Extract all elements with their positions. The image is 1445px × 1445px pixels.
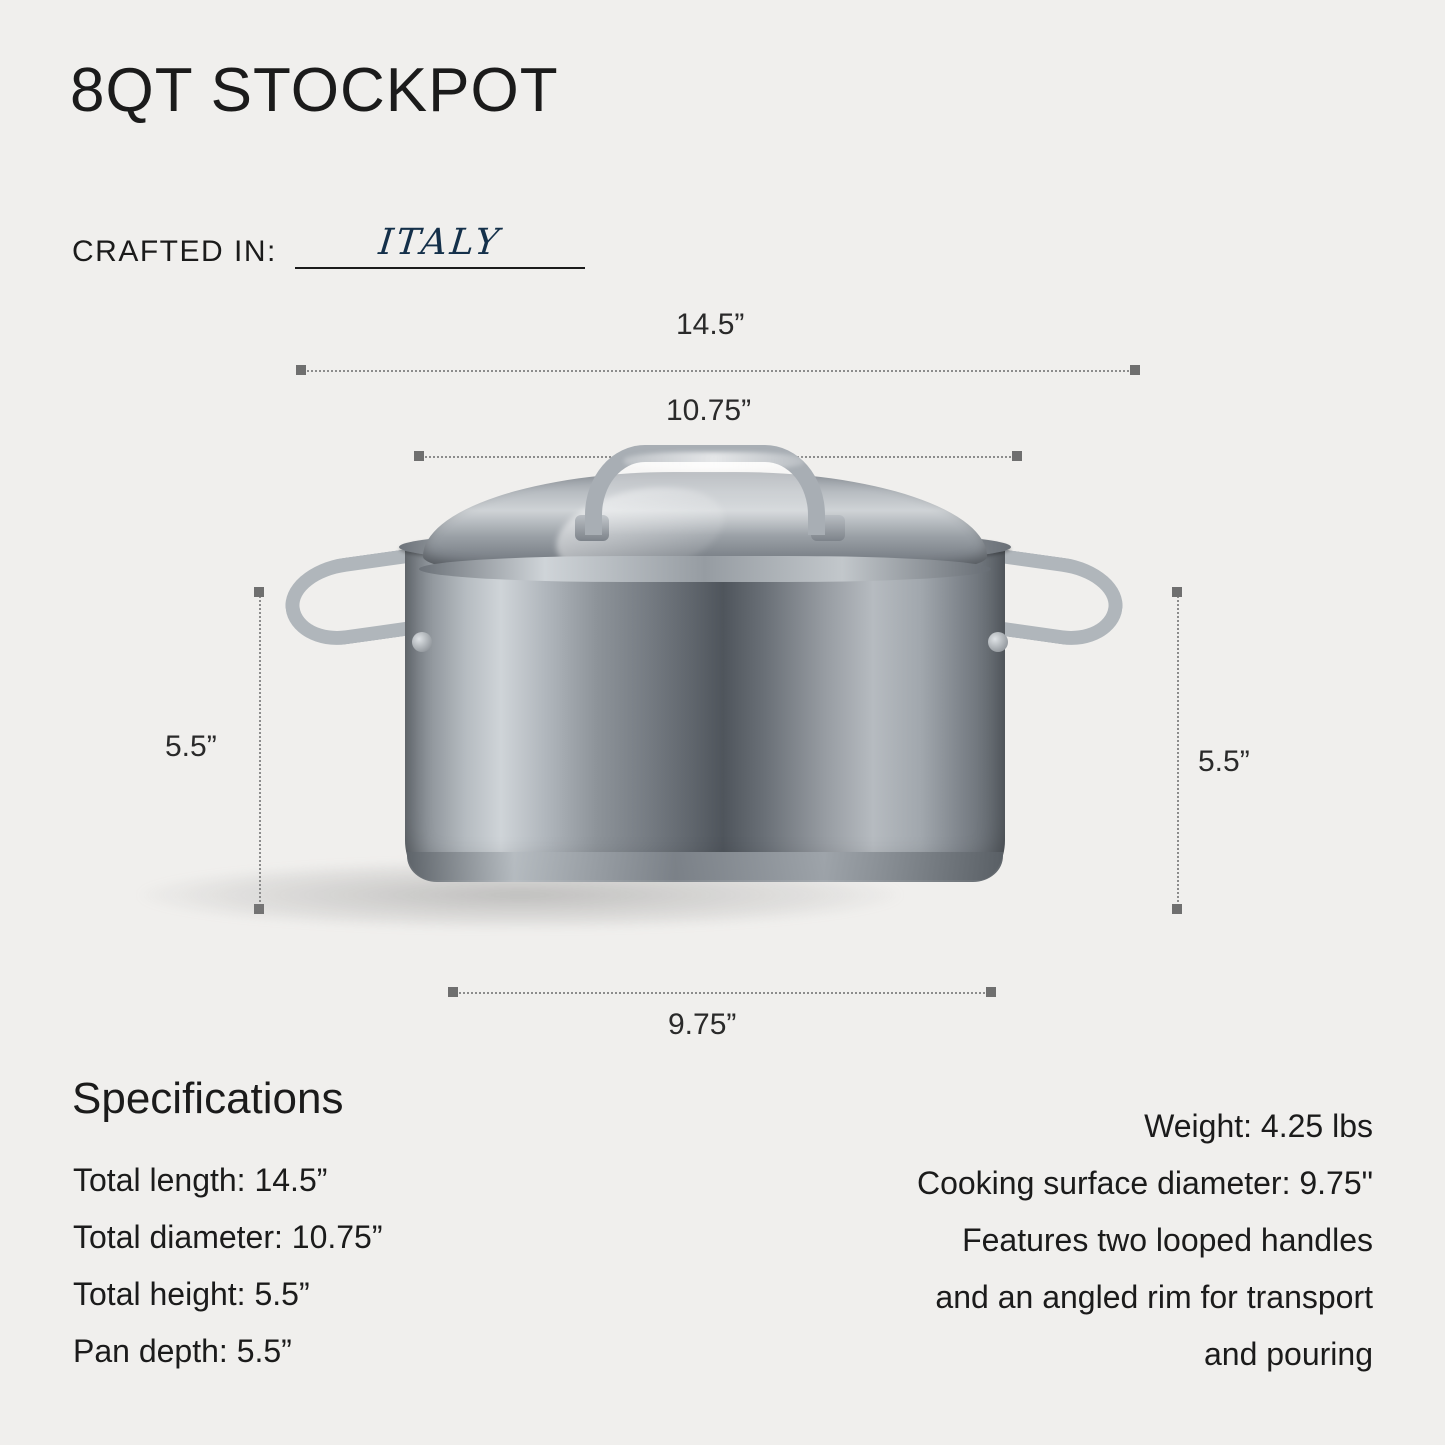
- spec-item: Total height: 5.5”: [73, 1276, 310, 1312]
- spec-item: Features two looped handles: [962, 1222, 1373, 1258]
- pot-rivet-right: [988, 632, 1008, 652]
- dimension-cap-right-total-length: [1130, 365, 1140, 375]
- lid-handle: [585, 445, 825, 535]
- dimension-diagram: [0, 290, 1445, 1050]
- dimension-label-height-left: 5.5”: [165, 730, 217, 763]
- lid-edge: [419, 556, 991, 582]
- pot-base: [407, 852, 1003, 882]
- specifications-heading: Specifications: [72, 1074, 344, 1123]
- spec-item: Weight: 4.25 lbs: [1144, 1108, 1373, 1144]
- crafted-in-value: ITALY: [376, 222, 504, 263]
- dimension-label-total-diameter: 10.75”: [666, 394, 752, 427]
- crafted-in-row: [72, 222, 585, 269]
- page-title: 8QT STOCKPOT: [70, 56, 559, 125]
- specifications-right-list: [613, 1098, 1373, 1383]
- dimension-line-base-diameter: [452, 992, 992, 994]
- dimension-cap-right-base-diameter: [986, 987, 996, 997]
- spec-item: and pouring: [1203, 1336, 1373, 1372]
- spec-item: Pan depth: 5.5”: [73, 1333, 292, 1369]
- specifications-section: [0, 1060, 1445, 1445]
- dimension-label-height-right: 5.5”: [1198, 745, 1250, 778]
- crafted-in-field: [295, 222, 585, 269]
- dimension-label-base-diameter: 9.75”: [668, 1008, 737, 1041]
- spec-item: Total length: 14.5”: [73, 1162, 328, 1198]
- crafted-in-label: CRAFTED IN:: [72, 235, 277, 268]
- spec-item: Cooking surface diameter: 9.75": [916, 1165, 1373, 1201]
- spec-item: Total diameter: 10.75”: [73, 1219, 383, 1255]
- stockpot-illustration: [255, 460, 1185, 980]
- dimension-label-total-length: 14.5”: [676, 308, 745, 341]
- spec-item: and an angled rim for transport: [935, 1279, 1373, 1315]
- dimension-cap-left-total-length: [296, 365, 306, 375]
- dimension-cap-left-base-diameter: [448, 987, 458, 997]
- pot-body: [405, 545, 1005, 880]
- specifications-left-list: [73, 1152, 383, 1380]
- dimension-line-total-length: [300, 370, 1136, 372]
- pot-rivet-left: [412, 632, 432, 652]
